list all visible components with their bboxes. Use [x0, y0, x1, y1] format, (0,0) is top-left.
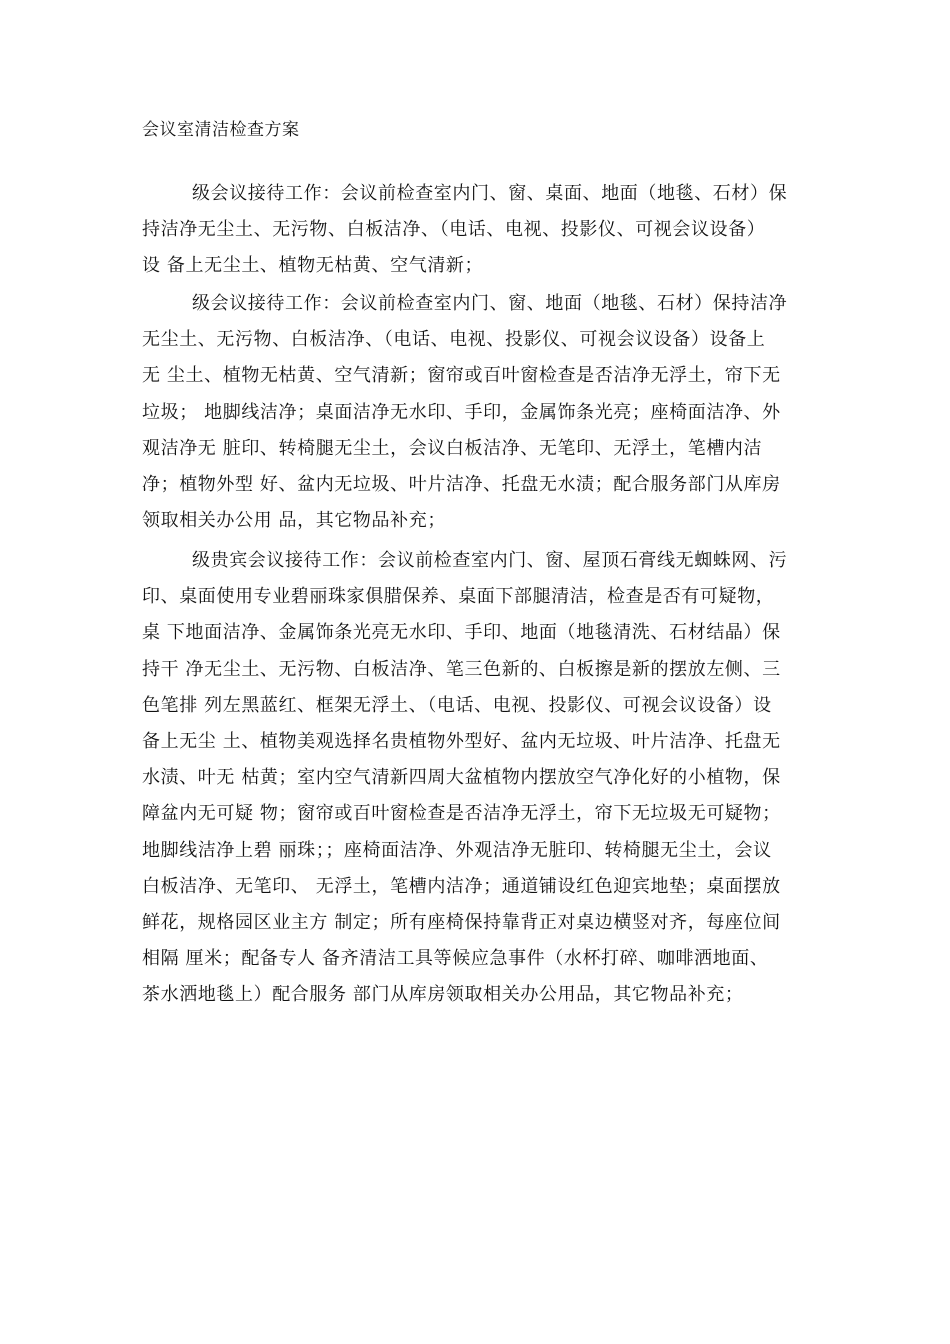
paragraph-line: 设 备上无尘土、植物无枯黄、空气清新； — [142, 255, 484, 277]
paragraph-line: 观洁净无 脏印、转椅腿无尘土，会议白板洁净、无笔印、无浮土，笔槽内洁 — [142, 437, 763, 459]
paragraph-line: 无尘土、无污物、白板洁净、（电话、电视、投影仪、可视会议设备）设备上 — [142, 329, 766, 351]
paragraph-line: 桌 下地面洁净、金属饰条光亮无水印、手印、地面（地毯清洗、石材结晶）保 — [142, 622, 781, 644]
paragraph-line: 领取相关办公用 品，其它物品补充； — [142, 510, 446, 532]
paragraph-line: 持洁净无尘土、无污物、白板洁净、（电话、电视、投影仪、可视会议设备） — [142, 219, 766, 241]
paragraph-line: 垃圾； 地脚线洁净；桌面洁净无水印、手印，金属饰条光亮；座椅面洁净、外 — [142, 401, 781, 423]
paragraph-line: 级会议接待工作：会议前检查室内门、窗、桌面、地面（地毯、石材）保 — [192, 183, 788, 204]
paragraph-line: 水渍、叶无 枯黄；室内空气清新四周大盆植物内摆放空气净化好的小植物，保 — [142, 767, 781, 789]
paragraph-line: 备上无尘 土、植物美观选择名贵植物外型好、盆内无垃圾、叶片洁净、托盘无 — [142, 731, 781, 753]
paragraph-line: 无 尘土、植物无枯黄、空气清新；窗帘或百叶窗检查是否洁净无浮土，帘下无 — [142, 365, 781, 387]
paragraph-advanced-meeting — [142, 286, 810, 539]
paragraph-vip-meeting — [142, 543, 810, 1014]
paragraph-line: 印、桌面使用专业碧丽珠家俱腊保养、桌面下部腿清洁，检查是否有可疑物， — [142, 586, 775, 608]
paragraph-line: 级会议接待工作：会议前检查室内门、窗、地面（地毯、石材）保持洁净 — [192, 293, 788, 314]
document-title: 会议室清洁检查方案 — [142, 120, 300, 140]
paragraph-line: 障盆内无可疑 物；窗帘或百叶窗检查是否洁净无浮土，帘下无垃圾无可疑物； — [142, 803, 781, 825]
paragraph-line: 茶水洒地毯上）配合服务 部门从库房领取相关办公用品，其它物品补充； — [142, 984, 744, 1006]
paragraph-line: 持干 净无尘土、无污物、白板洁净、笔三色新的、白板擦是新的摆放左侧、三 — [142, 658, 781, 680]
paragraph-standard-meeting — [142, 176, 810, 285]
paragraph-line: 鲜花，规格园区业主方 制定；所有座椅保持靠背正对桌边横竖对齐，每座位间 — [142, 912, 781, 934]
paragraph-line: 净；植物外型 好、盆内无垃圾、叶片洁净、托盘无水渍；配合服务部门从库房 — [142, 474, 781, 496]
paragraph-line: 色笔排 列左黑蓝红、框架无浮土、（电话、电视、投影仪、可视会议设备）设 — [142, 694, 772, 716]
paragraph-line: 级贵宾会议接待工作：会议前检查室内门、窗、屋顶石膏线无蜘蛛网、污 — [192, 550, 788, 571]
paragraph-line: 白板洁净、无笔印、 无浮土，笔槽内洁净；通道铺设红色迎宾地垫；桌面摆放 — [142, 875, 781, 897]
paragraph-line: 相隔 厘米；配备专人 备齐清洁工具等候应急事件（水杯打碎、咖啡洒地面、 — [142, 948, 769, 970]
paragraph-line: 地脚线洁净上碧 丽珠；；座椅面洁净、外观洁净无脏印、转椅腿无尘土，会议 — [142, 839, 772, 861]
